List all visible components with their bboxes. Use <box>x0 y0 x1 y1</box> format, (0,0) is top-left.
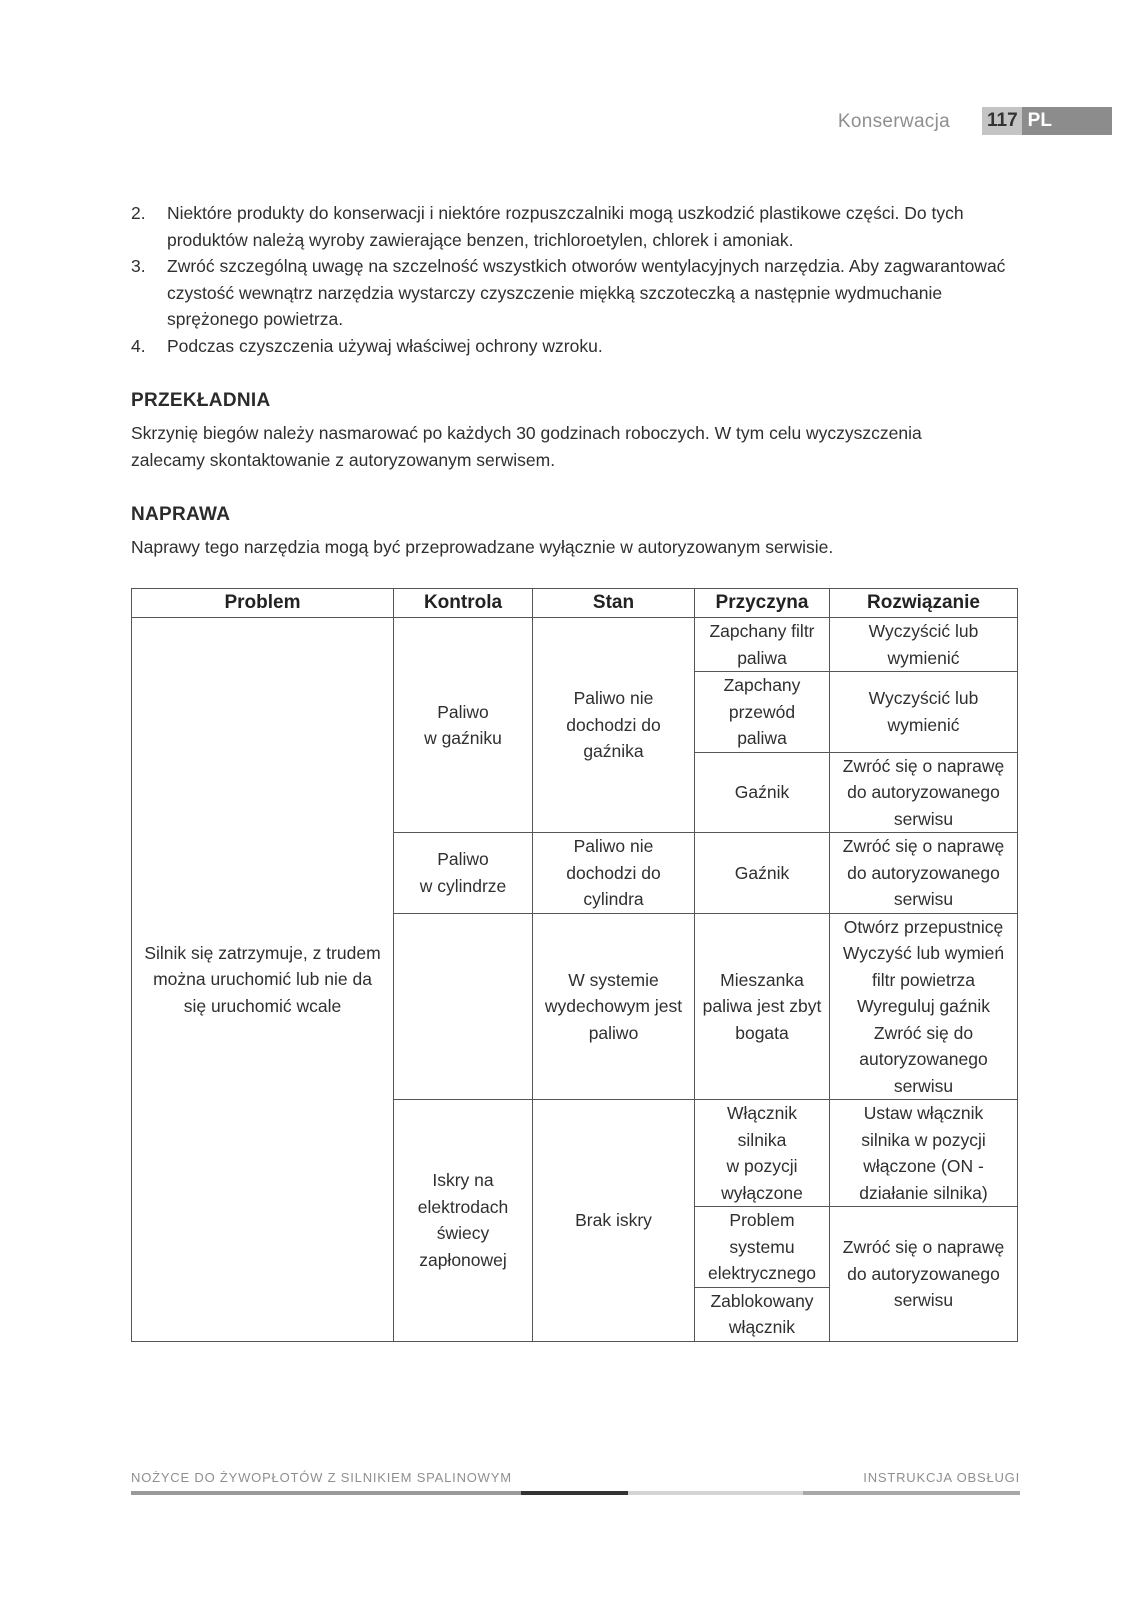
running-header-section: Konserwacja <box>837 111 950 132</box>
footer-document-type: INSTRUKCJA OBSŁUGI <box>863 1470 1020 1485</box>
gearbox-heading: PRZEKŁADNIA <box>131 390 271 411</box>
list-item-text: Podczas czyszczenia używaj właściwej ochrony wzroku. <box>167 335 603 356</box>
gearbox-text: Skrzynię biegów należy nasmarować po każdych 30 godzinach roboczych. W tym celu wyczyszczenia zalecamy skontaktowanie z autoryzowanym serwisem. <box>131 423 922 470</box>
solution-cell: Zwróć się o naprawę do autoryzowanego serwisu <box>830 1207 1018 1342</box>
column-header-cause: Przyczyna <box>695 589 830 618</box>
table-header-row <box>132 589 1018 618</box>
solution-cell: Zwróć się o naprawę do autoryzowanego serwisu <box>830 752 1018 833</box>
column-header-problem: Problem <box>132 589 394 618</box>
list-item-number: 3. <box>131 256 146 276</box>
solution-cell: Wyczyścić lub wymienić <box>830 618 1018 672</box>
footer-rule <box>131 1491 1020 1495</box>
cause-cell: Mieszanka paliwa jest zbyt bogata <box>695 913 830 1100</box>
cause-cell: Gaźnik <box>695 752 830 833</box>
list-item-text: Niektóre produkty do konserwacji i niektóre rozpuszczalniki mogą uszkodzić plastikowe części. Do tych produktów należą wyroby zawierające benzen, trichloroetylen, chlorek i amoniak. <box>167 203 964 250</box>
footer-product-name: NOŻYCE DO ŻYWOPŁOTÓW Z SILNIKIEM SPALINOWYM <box>131 1470 512 1485</box>
column-header-state: Stan <box>533 589 695 618</box>
control-cell: Paliwo w gaźniku <box>394 618 533 833</box>
cause-cell: Zablokowany włącznik <box>695 1287 830 1341</box>
list-item-number: 2. <box>131 203 146 223</box>
control-cell: Iskry na elektrodach świecy zapłonowej <box>394 1100 533 1342</box>
control-cell: Paliwo w cylindrze <box>394 833 533 914</box>
cause-cell: Problem systemu elektrycznego <box>695 1207 830 1288</box>
column-header-control: Kontrola <box>394 589 533 618</box>
page-badge <box>982 107 1112 135</box>
state-cell: Brak iskry <box>533 1100 695 1342</box>
solution-cell: Zwróć się o naprawę do autoryzowanego serwisu <box>830 833 1018 914</box>
solution-cell: Otwórz przepustnicę Wyczyść lub wymień filtr powietrza Wyreguluj gaźnik Zwróć się do autoryzowanego serwisu <box>830 913 1018 1100</box>
state-cell: W systemie wydechowym jest paliwo <box>533 913 695 1100</box>
cause-cell: Gaźnik <box>695 833 830 914</box>
cause-cell: Włącznik silnika w pozycji wyłączone <box>695 1100 830 1207</box>
troubleshooting-table <box>131 588 1018 1342</box>
list-item-text: Zwróć szczególną uwagę na szczelność wszystkich otworów wentylacyjnych narzędzia. Aby zagwarantować czystość wewnątrz narzędzia wystarczy czyszczenie miękką szczoteczką a następnie wydmuchanie sprężonego powietrza. <box>167 256 1006 329</box>
page-number: 117 <box>982 107 1022 135</box>
column-header-solution: Rozwiązanie <box>830 589 1018 618</box>
list-item-number: 4. <box>131 335 146 356</box>
list-item <box>131 200 1011 253</box>
table-row <box>132 618 1018 672</box>
footer-rule-segment <box>131 1491 521 1495</box>
state-cell: Paliwo nie dochodzi do gaźnika <box>533 618 695 833</box>
maintenance-list <box>131 200 1011 359</box>
cause-cell: Zapchany przewód paliwa <box>695 672 830 753</box>
list-item <box>131 253 1011 333</box>
repair-heading: NAPRAWA <box>131 504 231 525</box>
cause-cell: Zapchany filtr paliwa <box>695 618 830 672</box>
control-cell <box>394 913 533 1100</box>
repair-text: Naprawy tego narzędzia mogą być przeprowadzane wyłącznie w autoryzowanym serwisie. <box>131 537 834 557</box>
problem-cell: Silnik się zatrzymuje, z trudem można uruchomić lub nie da się uruchomić wcale <box>132 618 394 1342</box>
list-item <box>131 333 1011 360</box>
footer-rule-segment <box>628 1491 803 1495</box>
footer-rule-segment <box>521 1491 628 1495</box>
solution-cell: Ustaw włącznik silnika w pozycji włączone (ON - działanie silnika) <box>830 1100 1018 1207</box>
language-code: PL <box>1022 107 1112 135</box>
solution-cell: Wyczyścić lub wymienić <box>830 672 1018 753</box>
footer-rule-segment <box>803 1491 1020 1495</box>
state-cell: Paliwo nie dochodzi do cylindra <box>533 833 695 914</box>
